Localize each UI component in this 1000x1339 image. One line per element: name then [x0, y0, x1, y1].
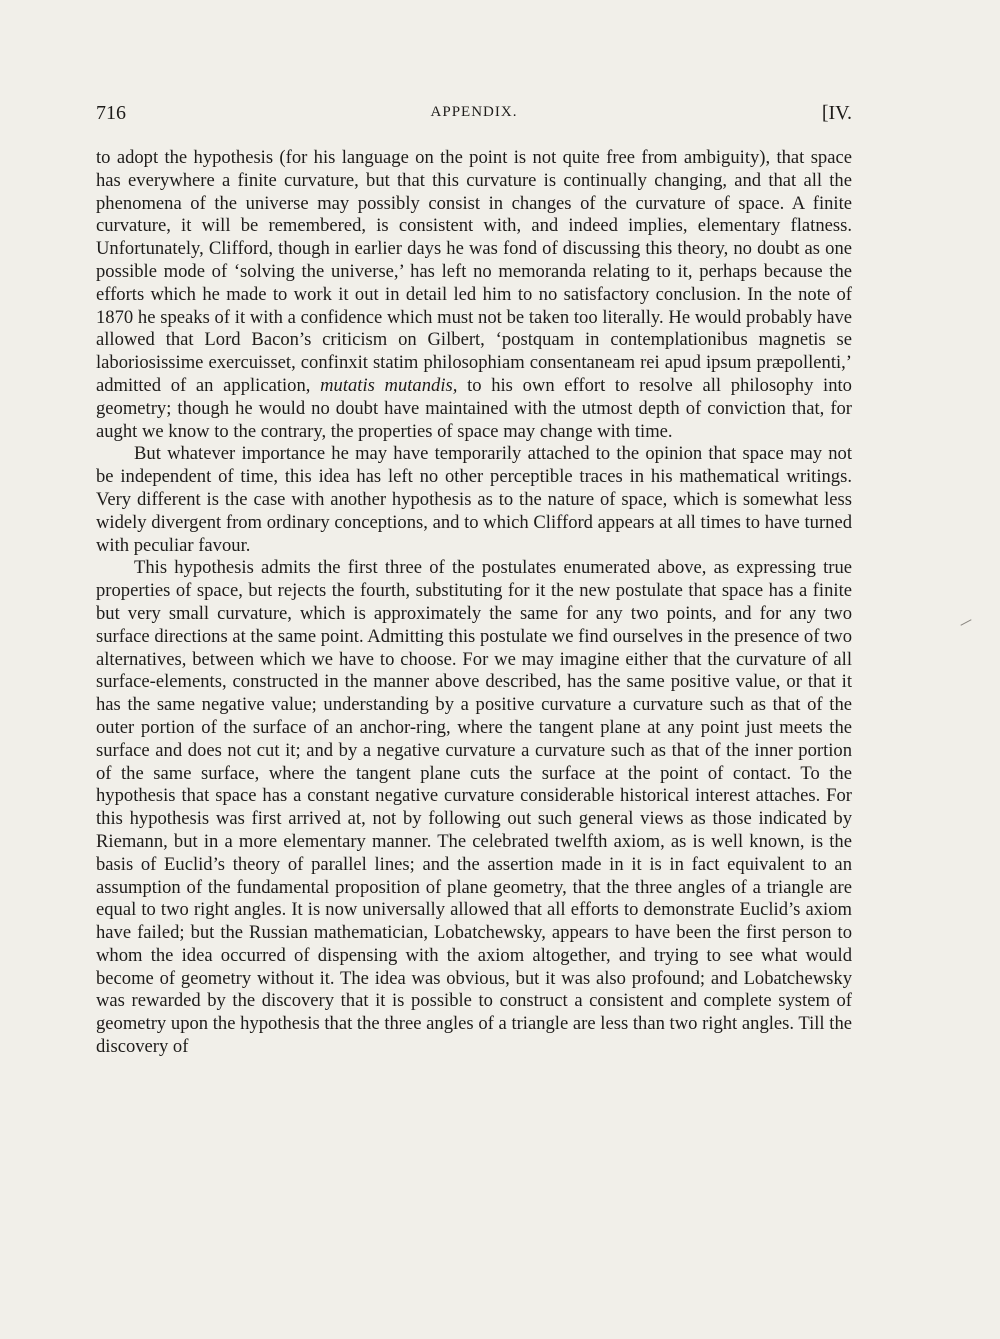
body-text	[96, 147, 852, 1059]
paragraph-1	[96, 147, 852, 443]
margin-pencil-mark	[960, 619, 971, 626]
running-head: APPENDIX.	[430, 104, 518, 120]
page-header	[96, 100, 852, 130]
paragraph-1-text-after: to his own effort to resolve all philosophy into geometry; though he would no doubt have maintained with the utmost depth of conviction that, for aught we know to the contrary, the properties of space may change with time.	[96, 374, 852, 442]
paragraph-1-italic-phrase: mutatis mutandis,	[320, 374, 458, 396]
section-mark: [IV.	[821, 102, 852, 124]
paragraph-3: This hypothesis admits the first three of the postulates enumerated above, as expressing true properties of space, but rejects the fourth, substituting for it the new postulate that space has a finite but very small curvature, which is approximately the same for any two points, and for any two surface directions at the same point. Admitting this postulate we find ourselves in the presence of two alternatives, between which we have to choose. For we may imagine either that the curvature of all surface-elements, constructed in the manner above described, has the same positive value, or that it has the same negative value; understanding by a positive curvature a curvature such as that of the outer portion of the surface of an anchor-ring, where the tangent plane at any point just meets the surface and does not cut it; and by a negative curvature a curvature such as that of the inner portion of the same surface, where the tangent plane cuts the surface at the point of contact. To the hypothesis that space has a constant negative curvature considerable historical interest attaches. For this hypothesis was first arrived at, not by following out such general views as those indicated by Riemann, but in a more elementary manner. The celebrated twelfth axiom, as is well known, is the basis of Euclid’s theory of parallel lines; and the assertion made in it is in fact equivalent to an assumption of the fundamental proposition of plane geometry, that the three angles of a triangle are equal to two right angles. It is now universally allowed that all efforts to demonstrate Euclid’s axiom have failed; but the Russian mathematician, Lobatchewsky, appears to have been the first person to whom the idea occurred of dispensing with the axiom altogether, and trying to see what would become of geometry without it. The idea was obvious, but it was also profound; and Lobatchewsky was rewarded by the discovery that it is possible to construct a consistent and complete system of geometry upon the hypothesis that the three angles of a triangle are less than two right angles. Till the discovery of	[96, 557, 852, 1058]
page-number: 716	[96, 102, 126, 124]
paragraph-2: But whatever importance he may have temporarily attached to the opinion that space may not be independent of time, this idea has left no other perceptible traces in his mathematical writings. Very different is the case with another hypothesis as to the nature of space, which is somewhat less widely divergent from ordinary conceptions, and to which Clifford appears at all times to have turned with peculiar favour.	[96, 443, 852, 556]
paragraph-1-text-before: to adopt the hypothesis (for his language on the point is not quite free from ambiguity), that space has everywhere a finite curvature, but that this curvature is continually changing, and that all the phenomena of the universe may possibly consist in changes of the curvature of space. A finite curvature, it will be remembered, is consistent with, and indeed implies, elementary flatness. Unfortunately, Clifford, though in earlier days he was fond of discussing this theory, no doubt as one possible mode of ‘solving the universe,’ has left no memoranda relating to it, perhaps because the efforts which he made to work it out in detail led him to no satisfactory conclusion. In the note of 1870 he speaks of it with a confidence which must not be taken too literally. He would probably have allowed that Lord Bacon’s criticism on Gilbert, ‘postquam in contemplationibus magnetis se laboriosissime exercuisset, confinxit statim philosophiam consentaneam rei apud ipsum præpollenti,’ admitted of an application,	[96, 147, 852, 396]
